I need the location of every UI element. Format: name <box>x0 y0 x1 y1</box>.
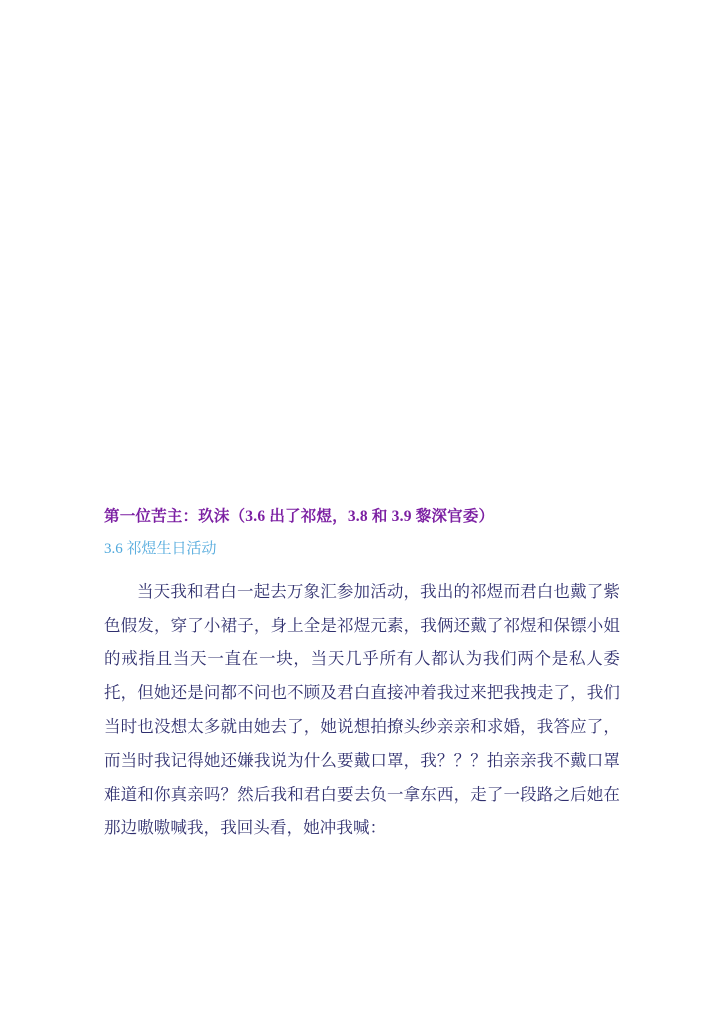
section-heading-primary: 第一位苦主：玖沫（3.6 出了祁煜，3.8 和 3.9 黎深官委） <box>104 508 495 525</box>
document-content <box>104 505 620 845</box>
section-heading-secondary: 3.6 祁煜生日活动 <box>104 541 217 558</box>
body-paragraph: 当天我和君白一起去万象汇参加活动，我出的祁煜而君白也戴了紫色假发，穿了小裙子，身上全是祁煜元素，我俩还戴了祁煜和保镖小姐的戒指且当天一直在一块，当天几乎所有人都认为我们两个是私人委托，但她还是问都不问也不顾及君白直接冲着我过来把我拽走了，我们当时也没想太多就由她去了，她说想拍撩头纱亲亲和求婚，我答应了，而当时我记得她还嫌我说为什么要戴口罩，我？？？拍亲亲我不戴口罩难道和你真亲吗？然后我和君白要去负一拿东西，走了一段路之后她在那边嗷嗷喊我，我回头看，她冲我喊： <box>104 581 620 838</box>
